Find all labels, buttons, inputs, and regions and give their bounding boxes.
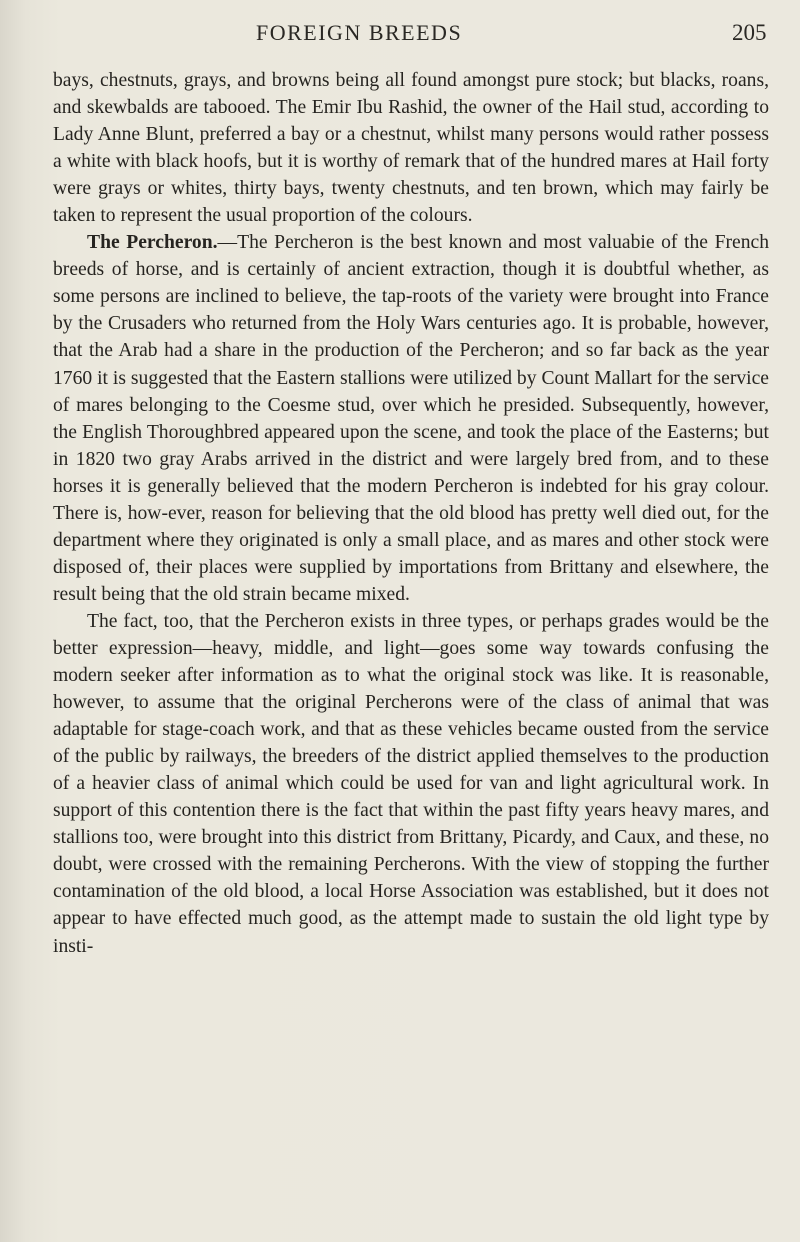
paragraph-1-text: bays, chestnuts, grays, and browns being all found amongst pure stock; but blacks, roans, and skewbalds are tabooed. The Emir Ibu Rashid, the owner of the Hail stud, according to Lady Anne Blunt, preferred a bay or a chestnut, whilst many persons would rather possess a white with black hoofs, but it is worthy of remark that of the hundred mares at Hail forty were grays or whites, thirty bays, twenty chestnuts, and ten brown, which may fairly be taken to represent the usual proportion of the colours. [53,70,769,227]
paragraph-2-text: —The Percheron is the best known and most valuabie of the French breeds of horse, and is certainly of ancient extraction, though it is doubtful whether, as some persons are inclined to believe, the tap-roots of the variety were brought into France by the Crusaders who returned from the Holy Wars centuries ago. It is probable, however, that the Arab had a share in the production of the Percheron; and so far back as the year 1760 it is suggested that the Eastern stallions were utilized by Count Mallart for the service of mares belonging to the Coesme stud, over which he presided. Subsequently, however, the English Thoroughbred appeared upon the scene, and took the place of the Easterns; but in 1820 two gray Arabs arrived in the district and were largely bred from, and to these horses it is generally believed that the modern Percheron is indebted for his gray colour. There is, how-ever, reason for believing that the old blood has pretty well died out, for the department where they originated is only a small place, and as mares and other stock were disposed of, their places were supplied by importations from Brittany and elsewhere, the result being that the old strain became mixed. [53,232,769,605]
body-text [53,67,769,960]
running-head: FOREIGN BREEDS [256,20,463,45]
paragraph-3 [53,608,769,960]
page-number: 205 [732,20,767,45]
section-heading-percheron: The Percheron. [87,232,218,254]
paragraph-3-text: The fact, too, that the Percheron exists in three types, or perhaps grades would be the better expression—heavy, middle, and light—goes some way towards confusing the modern seeker after information as to what the original stock was like. It is reasonable, however, to assume that the original Percherons were of the class of animal that was adaptable for stage-coach work, and that as these vehicles became ousted from the service of the public by railways, the breeders of the district applied themselves to the production of a heavier class of animal which could be used for van and light agricultural work. In support of this contention there is the fact that within the past fifty years heavy mares, and stallions too, were brought into this district from Brittany, Picardy, and Caux, and these, no doubt, were crossed with the remaining Percherons. With the view of stopping the further contamination of the old blood, a local Horse Association was established, but it does not appear to have effected much good, as the attempt made to sustain the old light type by insti- [53,610,769,957]
paragraph-2 [53,229,769,608]
paragraph-1 [53,67,769,229]
page-header [0,16,800,56]
